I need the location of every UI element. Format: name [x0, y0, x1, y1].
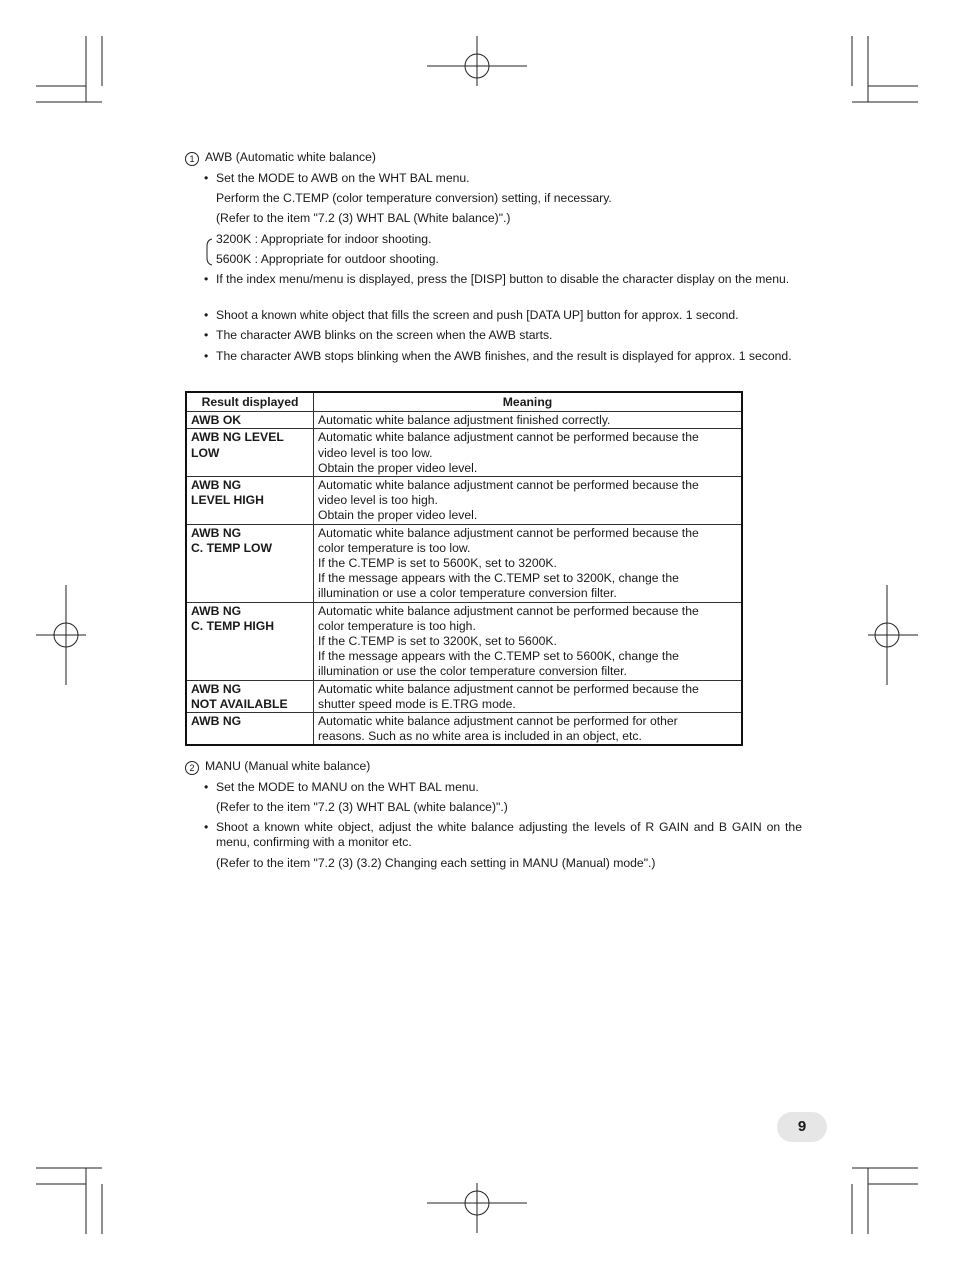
meaning-line: Automatic white balance adjustment cannot be performed because the: [318, 525, 699, 540]
awb-step-ctemp: Perform the C.TEMP (color temperature conversion) setting, if necessary.: [216, 191, 612, 205]
awb-step-reference: (Refer to the item "7.2 (3) WHT BAL (White balance)".): [216, 211, 511, 225]
meaning-line: Automatic white balance adjustment cannot be performed because the: [318, 603, 699, 618]
meaning-cell: [314, 412, 743, 429]
meaning-line: video level is too low.: [318, 445, 433, 460]
meaning-cell: [314, 680, 743, 712]
result-code-line: AWB OK: [191, 413, 242, 428]
result-code-line: AWB NG: [191, 525, 242, 540]
result-code-line: AWB NG: [191, 478, 242, 493]
awb-result-table: [185, 391, 743, 746]
table-row: [186, 477, 742, 525]
meaning-cell: [314, 524, 743, 602]
awb-step-stops: • The character AWB stops blinking when the AWB finishes, and the result is displayed for approx. 1 second.: [216, 349, 802, 364]
meaning-line: If the message appears with the C.TEMP set to 3200K, change the: [318, 571, 679, 586]
manu-step-reference-2: (Refer to the item "7.2 (3) (3.2) Changing each setting in MANU (Manual) mode".): [216, 856, 656, 870]
awb-step-blinks: • The character AWB blinks on the screen when the AWB starts.: [216, 328, 552, 343]
section-heading-awb: AWB (Automatic white balance): [205, 150, 376, 164]
meaning-line: Automatic white balance adjustment cannot be performed because the: [318, 430, 699, 445]
meaning-line: color temperature is too high.: [318, 618, 476, 633]
manu-step-reference: (Refer to the item "7.2 (3) WHT BAL (white balance)".): [216, 800, 508, 814]
section-number-badge: 1: [185, 152, 199, 166]
result-code-cell: [186, 713, 314, 746]
table-row: [186, 713, 742, 746]
result-code-line: NOT AVAILABLE: [191, 696, 288, 711]
result-code-line: C. TEMP HIGH: [191, 618, 275, 633]
meaning-cell: [314, 713, 743, 746]
result-code-cell: [186, 524, 314, 602]
meaning-line: Obtain the proper video level.: [318, 460, 478, 475]
meaning-line: reasons. Such as no white area is included in an object, etc.: [318, 729, 642, 744]
result-code-line: AWB NG LEVEL: [191, 430, 284, 445]
result-code-cell: [186, 477, 314, 525]
table-row: [186, 602, 742, 680]
meaning-line: illumination or use the color temperature conversion filter.: [318, 664, 627, 679]
result-code-cell: [186, 602, 314, 680]
awb-step-set-mode: • Set the MODE to AWB on the WHT BAL menu.: [216, 171, 470, 186]
meaning-line: Automatic white balance adjustment cannot be performed for other: [318, 714, 678, 729]
meaning-line: Automatic white balance adjustment cannot be performed because the: [318, 681, 699, 696]
table-row: [186, 524, 742, 602]
meaning-line: illumination or use a color temperature conversion filter.: [318, 586, 617, 601]
table-header-row: [186, 392, 742, 412]
meaning-line: If the message appears with the C.TEMP set to 5600K, change the: [318, 649, 679, 664]
option-5600k: 5600K : Appropriate for outdoor shooting.: [216, 252, 439, 266]
meaning-line: Automatic white balance adjustment cannot be performed because the: [318, 478, 699, 493]
table-row: [186, 429, 742, 477]
meaning-line: Obtain the proper video level.: [318, 508, 478, 523]
table-body: [186, 412, 742, 746]
meaning-cell: [314, 429, 743, 477]
result-code-line: LEVEL HIGH: [191, 493, 264, 508]
section-number-badge: 2: [185, 761, 199, 775]
table-row: [186, 680, 742, 712]
header-meaning: Meaning: [314, 392, 743, 412]
result-code-line: AWB NG: [191, 603, 242, 618]
page-number: 9: [777, 1112, 827, 1142]
manu-step-shoot: • Shoot a known white object, adjust the white balance adjusting the levels of R GAIN and B GAIN on the menu, confirming with a monitor etc.: [216, 820, 802, 851]
meaning-line: shutter speed mode is E.TRG mode.: [318, 696, 516, 711]
meaning-line: video level is too high.: [318, 493, 438, 508]
manu-step-set-mode: • Set the MODE to MANU on the WHT BAL menu.: [216, 780, 479, 795]
result-code-cell: [186, 680, 314, 712]
result-code-line: AWB NG: [191, 681, 242, 696]
result-code-line: LOW: [191, 445, 220, 460]
meaning-line: color temperature is too low.: [318, 540, 471, 555]
header-result-displayed: Result displayed: [186, 392, 314, 412]
option-3200k: 3200K : Appropriate for indoor shooting.: [216, 232, 432, 246]
awb-step-disp: • If the index menu/menu is displayed, press the [DISP] button to disable the character display on the menu.: [216, 272, 802, 287]
result-code-cell: [186, 429, 314, 477]
meaning-cell: [314, 602, 743, 680]
result-code-line: AWB NG: [191, 714, 242, 729]
meaning-line: If the C.TEMP is set to 5600K, set to 3200K.: [318, 556, 557, 571]
section-heading-manu: MANU (Manual white balance): [205, 759, 371, 773]
option-brace: [206, 238, 213, 266]
result-code-line: C. TEMP LOW: [191, 540, 273, 555]
meaning-cell: [314, 477, 743, 525]
meaning-line: Automatic white balance adjustment finished correctly.: [318, 413, 611, 428]
meaning-line: If the C.TEMP is set to 3200K, set to 5600K.: [318, 634, 557, 649]
result-code-cell: [186, 412, 314, 429]
table-row: [186, 412, 742, 429]
awb-step-shoot: • Shoot a known white object that fills the screen and push [DATA UP] button for approx. 1 second.: [216, 308, 739, 323]
